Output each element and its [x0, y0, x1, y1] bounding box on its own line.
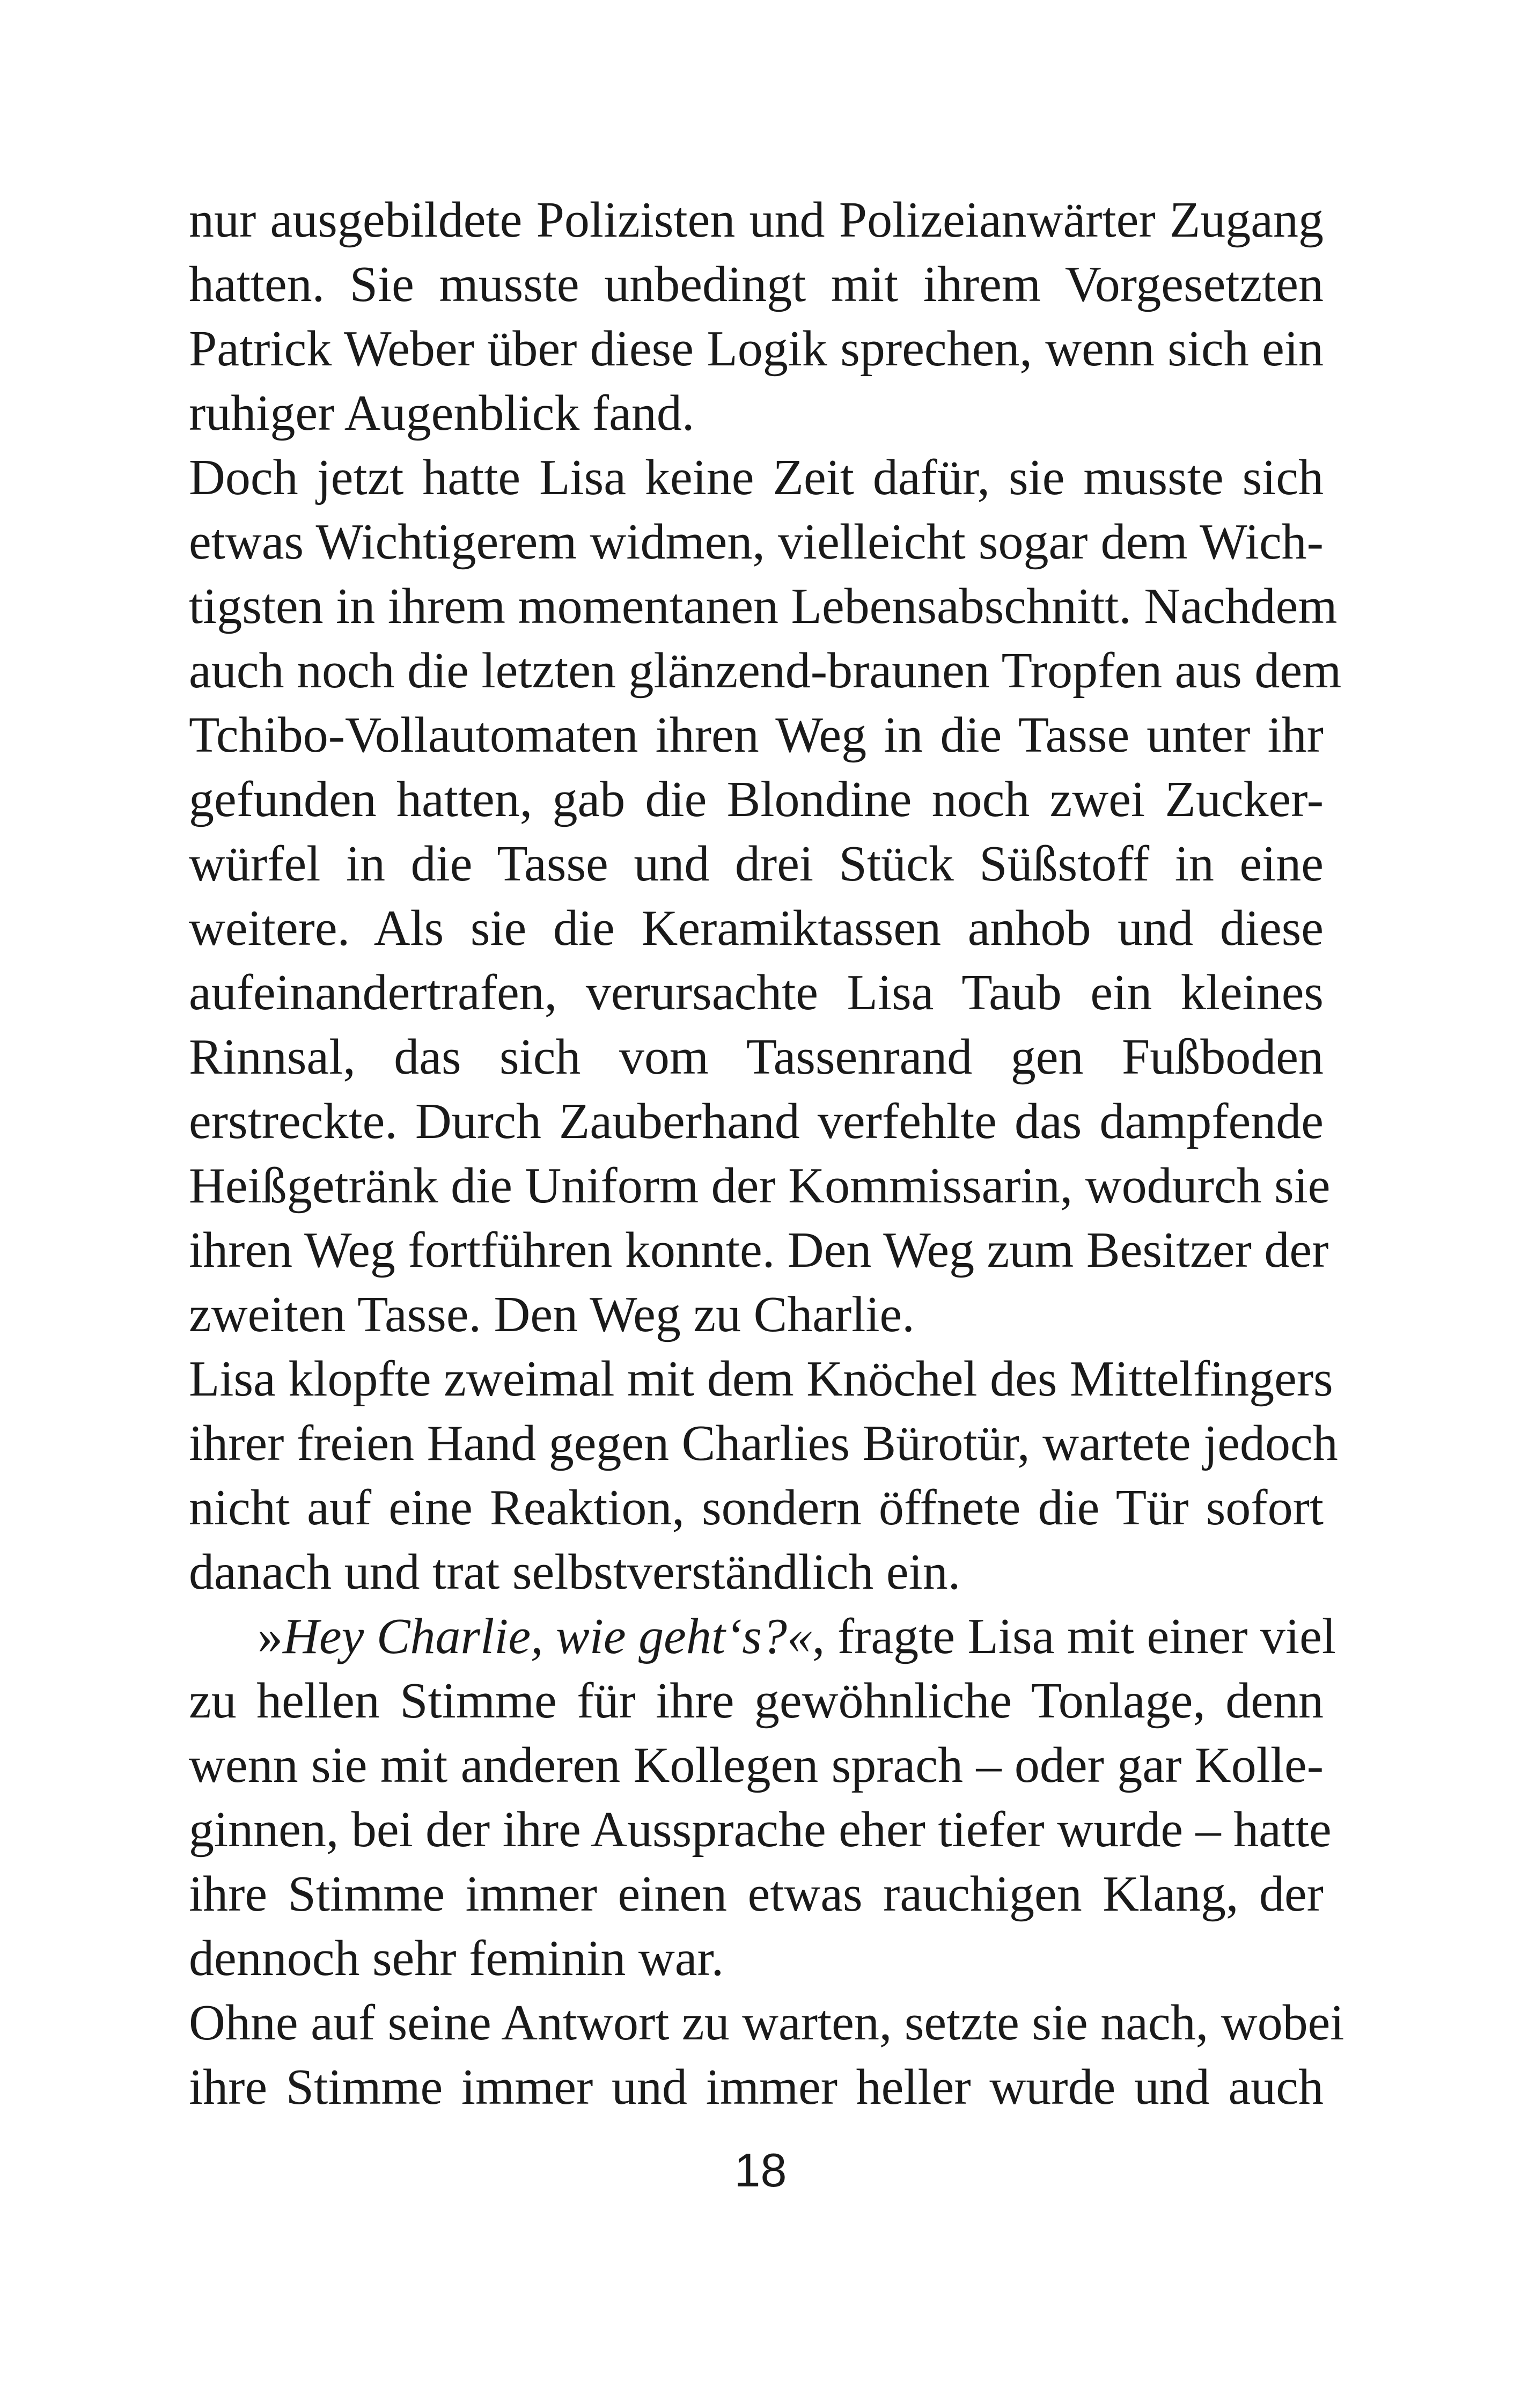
- dialogue-tag: , fragte Lisa mit einer viel: [812, 1609, 1336, 1664]
- text-line: Tchibo-Vollautomaten ihren Weg in die Tasse unter ihr: [189, 707, 1324, 763]
- text-line: ihre Stimme immer einen etwas rauchigen Klang, der: [189, 1866, 1324, 1922]
- text-line: dennoch sehr feminin war.: [189, 1930, 724, 1986]
- text-line: auch noch die letzten glänzend-braunen Tropfen aus dem: [189, 643, 1342, 699]
- text-line: tigsten in ihrem momentanen Lebensabschnitt. Nachdem: [189, 578, 1338, 634]
- text-line: würfel in die Tasse und drei Stück Süßstoff in eine: [189, 836, 1324, 892]
- text-line: ihre Stimme immer und immer heller wurde und auch: [189, 2059, 1324, 2115]
- text-line: wenn sie mit anderen Kollegen sprach – oder gar Kolle-: [189, 1737, 1324, 1793]
- text-line: aufeinandertrafen, verursachte Lisa Taub ein kleines: [189, 965, 1324, 1021]
- text-line: Lisa klopfte zweimal mit dem Knöchel des Mittelfingers: [189, 1351, 1333, 1407]
- page-number: 18: [734, 2143, 787, 2197]
- text-line: weitere. Als sie die Keramiktassen anhob und diese: [189, 900, 1324, 956]
- text-line: danach und trat selbstverständlich ein.: [189, 1544, 961, 1600]
- text-line: Doch jetzt hatte Lisa keine Zeit dafür, sie musste sich: [189, 450, 1324, 505]
- text-line: ginnen, bei der ihre Aussprache eher tiefer wurde – hatte: [189, 1802, 1332, 1858]
- text-line: ruhiger Augenblick fand.: [189, 385, 695, 441]
- text-line: gefunden hatten, gab die Blondine noch zwei Zucker-: [189, 772, 1324, 827]
- text-line: hatten. Sie musste unbedingt mit ihrem Vorgesetzten: [189, 256, 1324, 312]
- text-line: etwas Wichtigerem widmen, vielleicht sogar dem Wich-: [189, 514, 1324, 570]
- dialogue-quote: Hey Charlie, wie geht‘s?«: [283, 1609, 812, 1664]
- text-line: zu hellen Stimme für ihre gewöhnliche Tonlage, denn: [189, 1673, 1324, 1729]
- text-line: nicht auf eine Reaktion, sondern öffnete die Tür sofort: [189, 1480, 1324, 1536]
- dialogue-line: [189, 1604, 1336, 1669]
- text-line: Ohne auf seine Antwort zu warten, setzte sie nach, wobei: [189, 1995, 1344, 2051]
- text-line: ihrer freien Hand gegen Charlies Bürotür, wartete jedoch: [189, 1415, 1338, 1471]
- open-quote: »: [258, 1609, 283, 1664]
- text-line: Patrick Weber über diese Logik sprechen, wenn sich ein: [189, 321, 1324, 377]
- text-line: zweiten Tasse. Den Weg zu Charlie.: [189, 1287, 915, 1342]
- text-line: Heißgetränk die Uniform der Kommissarin, wodurch sie: [189, 1158, 1331, 1214]
- text-line: nur ausgebildete Polizisten und Polizeianwärter Zugang: [189, 192, 1324, 248]
- text-line: Rinnsal, das sich vom Tassenrand gen Fußboden: [189, 1029, 1324, 1085]
- body-text: [189, 188, 1344, 2119]
- text-line: ihren Weg fortführen konnte. Den Weg zum Besitzer der: [189, 1222, 1329, 1278]
- text-line: erstreckte. Durch Zauberhand verfehlte das dampfende: [189, 1093, 1324, 1149]
